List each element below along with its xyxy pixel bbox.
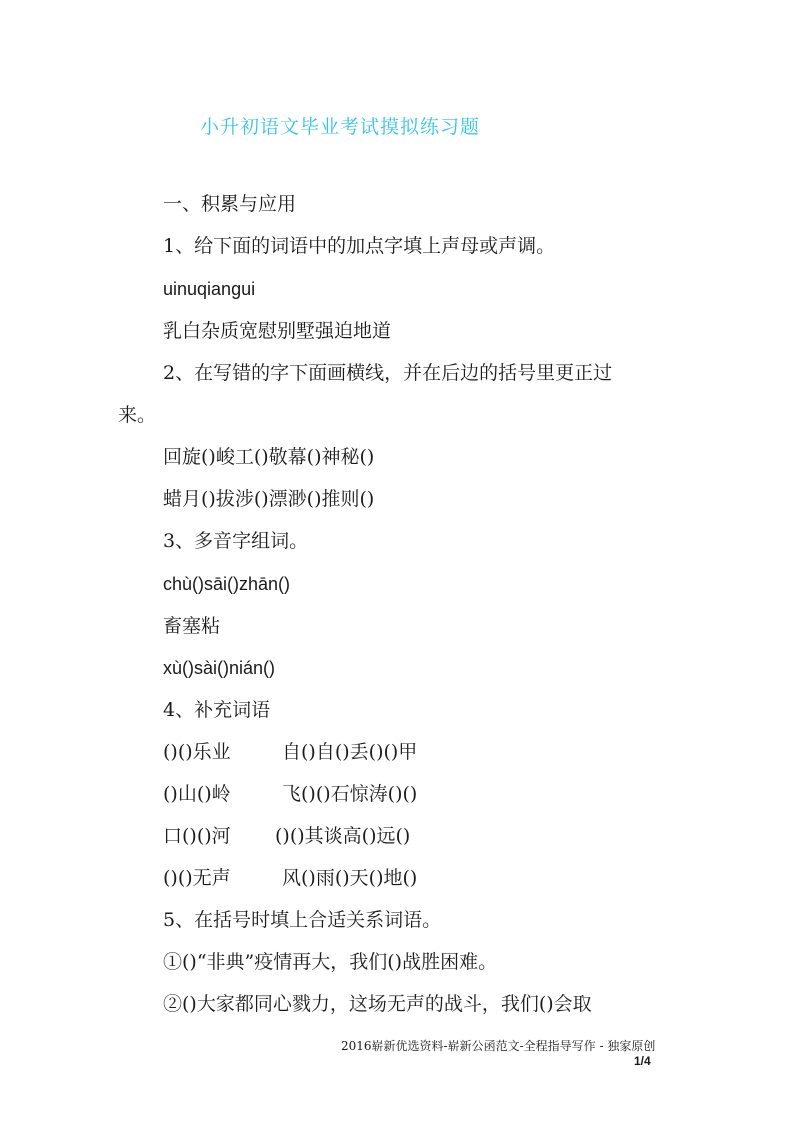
q4-row-3-right: ()()其谈高()远() (275, 825, 411, 847)
question-2-words-1: 回旋()峻工()敬幕()神秘() (163, 446, 375, 468)
question-3: 3、多音字组词。 (163, 530, 309, 552)
question-2-line-2: 来。 (118, 404, 157, 426)
question-4: 4、补充词语 (163, 699, 271, 721)
q4-row-1-left: ()()乐业 (163, 741, 231, 763)
question-2-words-2: 蜡月()拔涉()漂渺()推则() (163, 488, 375, 510)
question-1-pinyin: uinuqiangui (163, 279, 256, 299)
question-5-item-1: ①()“非典”疫情再大，我们()战胜困难。 (163, 951, 498, 973)
document-title: 小升初语文毕业考试摸拟练习题 (200, 116, 481, 138)
question-3-pinyin-1: chù()sāi()zhān() (163, 574, 291, 594)
question-3-chars: 畜塞粘 (163, 615, 221, 637)
page-number: 1/4 (634, 1054, 651, 1068)
question-5-item-2: ②()大家都同心戮力，这场无声的战斗，我们()会取 (163, 993, 592, 1015)
q4-row-3-left: 口()()河 (163, 825, 231, 847)
q4-row-2-right: 飞()()石惊涛()() (282, 783, 418, 805)
question-1-words: 乳白杂质宽慰别墅强迫地道 (163, 320, 392, 342)
footer-text: 2016崭新优选资料-崭新公函范文-全程指导写作 - 独家原创 (341, 1039, 656, 1053)
section-heading: 一、积累与应用 (163, 193, 297, 215)
question-3-pinyin-2: xù()sài()nián() (163, 658, 276, 678)
question-1: 1、给下面的词语中的加点字填上声母或声调。 (163, 235, 556, 257)
question-5: 5、在括号时填上合适关系词语。 (163, 909, 442, 931)
q4-row-1-right: 自()自()丢()()甲 (282, 741, 418, 763)
question-2-line-1: 2、在写错的字下面画横线，并在后边的括号里更正过 (163, 362, 613, 384)
q4-row-2-left: ()山()岭 (163, 783, 231, 805)
q4-row-4-right: 风()雨()天()地() (282, 867, 418, 889)
q4-row-4-left: ()()无声 (163, 867, 231, 889)
